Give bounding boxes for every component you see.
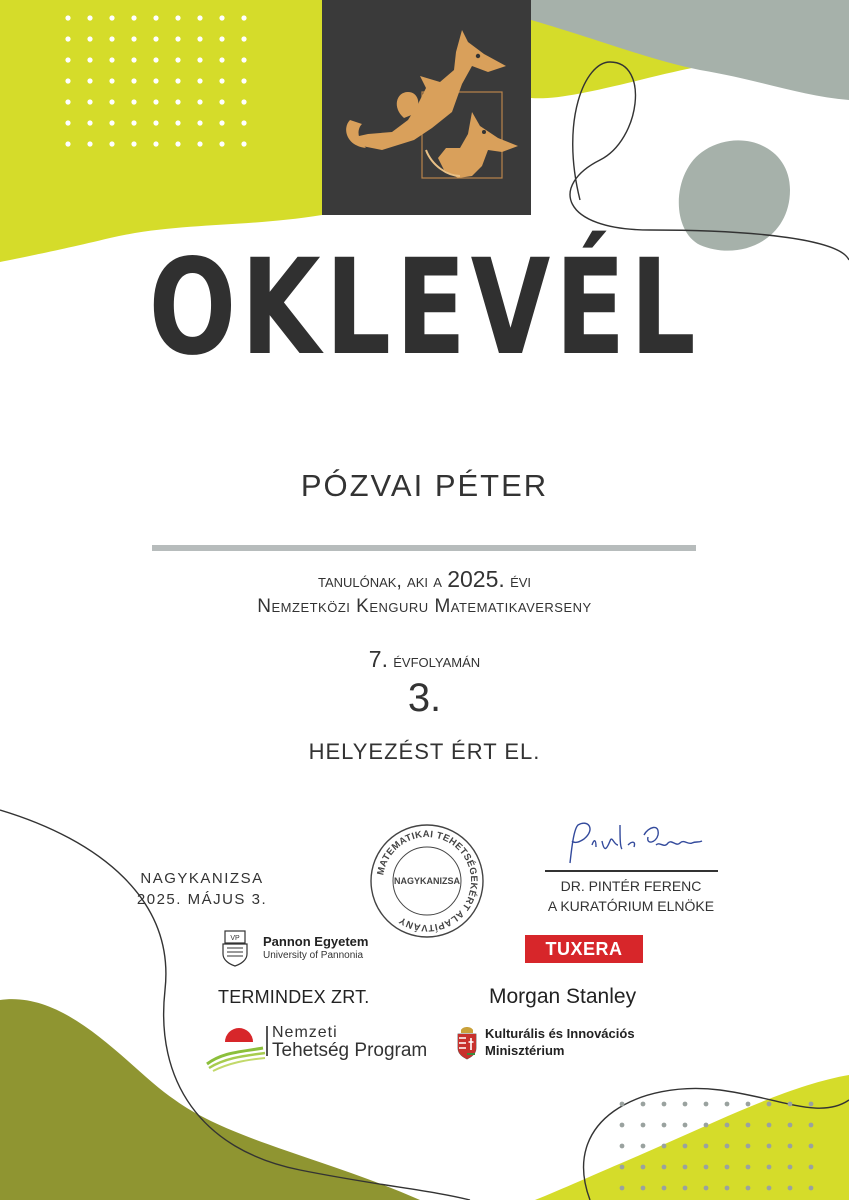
dot <box>197 36 202 41</box>
dot <box>767 1123 772 1128</box>
competition-name: Nemzetközi Kenguru Matematikaverseny <box>257 596 592 617</box>
dot <box>662 1123 667 1128</box>
placement: 3. <box>407 676 442 720</box>
signatory-role: A KURATÓRIUM ELNÖKE <box>547 898 715 914</box>
dot <box>197 141 202 146</box>
dot <box>241 99 246 104</box>
dot <box>788 1102 793 1107</box>
dot <box>746 1144 751 1149</box>
lime-blob-bottom-right <box>535 1075 849 1200</box>
city: NAGYKANIZSA <box>140 870 264 887</box>
dot <box>65 141 70 146</box>
dot <box>87 57 92 62</box>
dot <box>87 78 92 83</box>
pannon-name: Pannon Egyetem <box>263 934 369 949</box>
dot <box>662 1186 667 1191</box>
dot <box>109 141 114 146</box>
dot <box>683 1123 688 1128</box>
dot <box>65 57 70 62</box>
name-underline <box>152 545 696 551</box>
logo-tile <box>322 0 531 215</box>
certificate-title: OKLEVÉL <box>148 231 701 385</box>
pannon-subtitle: University of Pannonia <box>263 950 364 961</box>
dot <box>131 99 136 104</box>
dot <box>767 1165 772 1170</box>
grade-line <box>0 646 849 673</box>
dot <box>641 1165 646 1170</box>
dot <box>788 1165 793 1170</box>
dot <box>241 78 246 83</box>
dot <box>746 1123 751 1128</box>
location-date <box>117 868 287 910</box>
dot <box>662 1144 667 1149</box>
dot <box>725 1165 730 1170</box>
dot <box>219 78 224 83</box>
dot <box>746 1186 751 1191</box>
dot <box>704 1123 709 1128</box>
dot <box>809 1144 814 1149</box>
dot <box>131 57 136 62</box>
dot <box>767 1144 772 1149</box>
dot <box>65 78 70 83</box>
dot <box>87 120 92 125</box>
dot <box>641 1102 646 1107</box>
dot <box>131 78 136 83</box>
ntp-line-2: Tehetség Program <box>272 1040 428 1061</box>
dot <box>620 1123 625 1128</box>
dot <box>662 1165 667 1170</box>
signatory-name: DR. PINTÉR FERENC <box>560 878 702 894</box>
signatory-block <box>520 876 742 916</box>
dot <box>704 1165 709 1170</box>
sponsor-morgan-stanley: Morgan Stanley <box>489 985 637 1008</box>
dot <box>241 15 246 20</box>
dot <box>175 99 180 104</box>
kangaroo-logo-icon <box>322 0 531 215</box>
dot <box>241 141 246 146</box>
dot <box>175 78 180 83</box>
dot <box>131 15 136 20</box>
dot <box>641 1144 646 1149</box>
dot <box>153 15 158 20</box>
dot <box>662 1102 667 1107</box>
result-text: HELYEZÉST ÉRT EL. <box>308 739 541 764</box>
dot <box>241 57 246 62</box>
ntp-divider <box>266 1026 268 1056</box>
dot <box>746 1165 751 1170</box>
competition-year: 2025. <box>447 566 505 592</box>
dot <box>219 57 224 62</box>
ministry-line-1: Kulturális és Innovációs <box>485 1026 635 1041</box>
dot <box>109 15 114 20</box>
dot <box>175 15 180 20</box>
dot <box>109 36 114 41</box>
hungarian-crest-icon <box>455 1024 479 1060</box>
dot <box>197 78 202 83</box>
stamp-center-text: NAGYKANIZSA <box>393 876 461 886</box>
dot <box>153 57 158 62</box>
line1-post: évi <box>510 571 532 592</box>
dot <box>809 1123 814 1128</box>
line1-pre: tanulónak, aki a <box>317 571 442 592</box>
dot <box>683 1144 688 1149</box>
dot <box>175 57 180 62</box>
signature-text: Pintér Ferenc <box>548 815 555 816</box>
dot <box>704 1186 709 1191</box>
dot <box>704 1102 709 1107</box>
dot <box>683 1165 688 1170</box>
sponsor-tuxera: TUXERA <box>525 935 643 963</box>
dot <box>219 15 224 20</box>
dot <box>219 99 224 104</box>
dot <box>683 1102 688 1107</box>
dot <box>767 1186 772 1191</box>
grade-suffix: évfolyamán <box>393 651 481 672</box>
sponsor-ntp <box>205 1022 435 1072</box>
dot <box>197 57 202 62</box>
foundation-stamp <box>368 822 486 940</box>
sponsor-termindex: TERMINDEX ZRT. <box>218 987 370 1007</box>
dot <box>175 36 180 41</box>
grade-number: 7. <box>368 646 388 672</box>
dot <box>131 36 136 41</box>
dot <box>725 1144 730 1149</box>
dot <box>65 15 70 20</box>
dot <box>65 99 70 104</box>
date: 2025. MÁJUS 3. <box>136 891 268 908</box>
dot <box>725 1123 730 1128</box>
svg-text:VP: VP <box>230 935 240 942</box>
dot <box>809 1102 814 1107</box>
dot <box>809 1165 814 1170</box>
dot <box>109 57 114 62</box>
dot <box>109 78 114 83</box>
dot <box>725 1102 730 1107</box>
dot <box>175 141 180 146</box>
dot <box>683 1186 688 1191</box>
dot <box>87 99 92 104</box>
dot <box>788 1186 793 1191</box>
dot <box>704 1144 709 1149</box>
dot <box>153 36 158 41</box>
dot <box>153 99 158 104</box>
dot <box>746 1102 751 1107</box>
dot <box>131 120 136 125</box>
dot <box>620 1186 625 1191</box>
dot <box>809 1186 814 1191</box>
pannon-crest-icon <box>217 928 253 968</box>
dot <box>87 141 92 146</box>
dot <box>725 1186 730 1191</box>
dot <box>87 15 92 20</box>
sponsor-pannon <box>217 928 387 968</box>
dot <box>620 1165 625 1170</box>
dot <box>241 120 246 125</box>
dot <box>87 36 92 41</box>
dot <box>65 120 70 125</box>
dot <box>641 1123 646 1128</box>
achievement-line-1 <box>0 566 849 593</box>
sponsor-ministry <box>455 1024 665 1064</box>
dot <box>109 99 114 104</box>
stamp-ring-text: MATEMATIKAI TEHETSÉGEKÉRT ALAPÍTVÁNY <box>375 828 480 934</box>
dot <box>219 36 224 41</box>
dot <box>153 78 158 83</box>
dot <box>175 120 180 125</box>
dot <box>620 1102 625 1107</box>
signature-line <box>545 870 718 872</box>
dot <box>241 36 246 41</box>
dot <box>219 120 224 125</box>
ntp-wave-icon <box>205 1022 269 1072</box>
dot <box>620 1144 625 1149</box>
dot <box>641 1186 646 1191</box>
dot <box>788 1123 793 1128</box>
dot <box>153 120 158 125</box>
dot <box>219 141 224 146</box>
dot <box>197 15 202 20</box>
ministry-line-2: Minisztérium <box>485 1043 565 1058</box>
ntp-line-1: Nemzeti <box>272 1024 338 1041</box>
dot <box>109 120 114 125</box>
recipient-name: PÓZVAI PÉTER <box>300 468 549 503</box>
dot <box>197 120 202 125</box>
lime-blob-top <box>0 0 322 262</box>
dot <box>788 1144 793 1149</box>
dot <box>65 36 70 41</box>
dot <box>767 1102 772 1107</box>
dot <box>131 141 136 146</box>
dot <box>153 141 158 146</box>
handwritten-signature <box>548 815 718 870</box>
dot <box>197 99 202 104</box>
